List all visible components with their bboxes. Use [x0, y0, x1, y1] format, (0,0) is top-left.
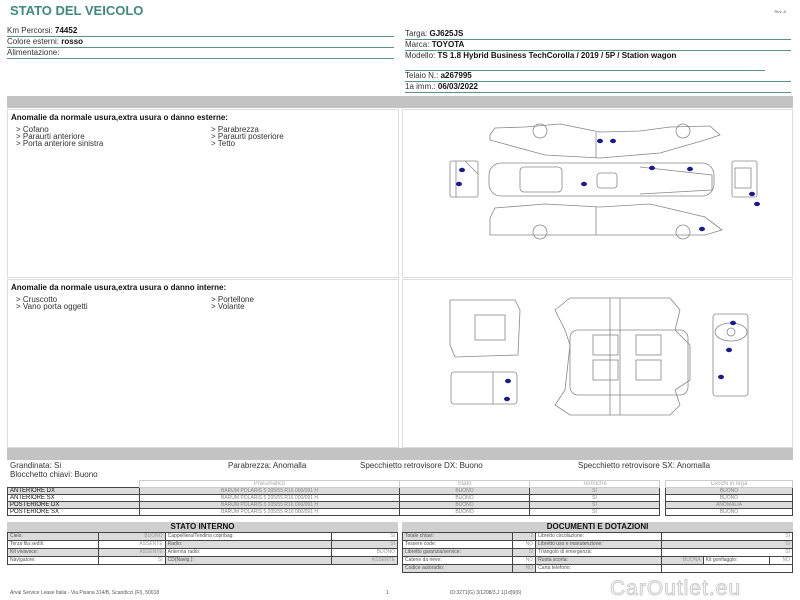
cerchi-cell: BUONO [666, 488, 793, 495]
field-label: CD(Navig.): [165, 557, 331, 565]
interior-damage-list [16, 296, 398, 310]
interior-heading: Anomalie da normale usura,extra usura o danno interne: [11, 283, 227, 292]
column-header: Pneumatico [140, 481, 400, 488]
table-row [8, 533, 398, 541]
field-value: NO [513, 541, 536, 549]
table-row [8, 549, 398, 557]
field-value: SI [331, 541, 397, 549]
field-value: SI [99, 557, 165, 565]
list-item: > Paraurti anteriore [16, 132, 85, 141]
list-item: > Tetto [211, 139, 236, 148]
field-label: Carta telefono: [536, 565, 662, 573]
table-row [403, 549, 793, 557]
cerchi-cell: BUONO [666, 509, 793, 516]
table-row [8, 541, 398, 549]
field-label: Codice autoradio: [403, 565, 513, 573]
field-value: NO [513, 565, 536, 573]
table-row [403, 565, 793, 573]
revision-label: Rev. A [774, 9, 786, 14]
field-value: NO [513, 557, 536, 565]
field-value: ASSENTE [99, 549, 165, 557]
blocchetto-status: Blocchetto chiavi: Buono [10, 470, 98, 479]
footer-address: Arval Service Lease Italia - Via Pisana 314/B, Scandicci (FI), 50018 [10, 590, 160, 596]
list-item: > Paraurti posteriore [211, 132, 284, 141]
modello-field: Modello: TS 1.8 Hybrid Business TechCorolla / 2019 / 5P / Station wagon [405, 51, 765, 71]
list-item: > Cofano [16, 125, 49, 134]
targa-field: Targa: GJ625JS [405, 29, 791, 40]
interior-damage-panel [7, 279, 399, 448]
column-header: Termiche [530, 481, 660, 488]
exterior-damage-panel [7, 109, 399, 278]
field-label: Terza fila sedili: [8, 541, 99, 549]
list-item: > Cruscotto [16, 295, 58, 304]
list-item: > Volante [211, 302, 245, 311]
field-label: Tessere code: [403, 541, 513, 549]
list-item: > Parabrezza [211, 125, 259, 134]
field-label: Totale chiavi: [403, 533, 513, 541]
field-label: Kit gonfiaggio: [703, 557, 770, 565]
grandinata-status: Grandinata: Si [10, 461, 62, 470]
field-label: Cielo: [8, 533, 99, 541]
specchietto-sx-status: Specchietto retrovisore SX: Anomalla [578, 461, 711, 470]
field-value: SI [662, 533, 793, 541]
table-row [8, 557, 398, 565]
field-value: BUONO [99, 533, 165, 541]
column-header: Stato [400, 481, 530, 488]
exterior-heading: Anomalie da normale usura,extra usura o danno esterne: [11, 113, 228, 122]
field-value: BUONO [331, 549, 397, 557]
specchietto-dx-status: Specchietto retrovisore DX: Buono [360, 461, 483, 470]
field-value: SI [513, 549, 536, 557]
field-value: BUONA [662, 557, 703, 565]
field-label: Kit vivavoce: [8, 549, 99, 557]
field-label: Triangolo di emergenza: [536, 549, 662, 557]
section-divider [7, 96, 793, 108]
list-item: > Portellone [211, 295, 254, 304]
exterior-damage-list [16, 126, 398, 147]
field-value: 2 [513, 533, 536, 541]
cerchi-table [665, 480, 793, 516]
exterior-diagram-panel [402, 109, 793, 278]
table-row: POSTERIORE DX BARUM POLARIS 5 205/55 R16 000/091 H BUONO SI [8, 502, 660, 509]
documenti-title: DOCUMENTI E DOTAZIONI [402, 522, 793, 532]
immatricolazione-field: 1a imm.: 06/03/2022 [405, 82, 791, 93]
field-value: SI [331, 533, 397, 541]
list-item: > Porta anteriore sinistra [16, 139, 104, 148]
document-id: ID:3271(G) 3/1208/3,J 1(1d)9(6) [450, 590, 522, 596]
alimentazione-field: Alimentazione: [7, 48, 394, 59]
table-row: ANTERIORE SX BARUM POLARIS 5 205/55 R16 000/091 H BUONO SI [8, 495, 660, 502]
list-item: > Vano porta oggetti [16, 302, 88, 311]
field-value: SI [662, 549, 793, 557]
table-row [403, 541, 793, 549]
field-label: Ruota scorta: [536, 557, 662, 565]
field-label: Antenna radio: [165, 549, 331, 557]
field-value: NO [770, 557, 793, 565]
field-label: Navigatore: [8, 557, 99, 565]
field-value [662, 565, 793, 573]
table-row [403, 557, 793, 565]
field-label: Libretto circolazione: [536, 533, 662, 541]
field-value: ASSENTE [99, 541, 165, 549]
documenti-table [402, 532, 793, 573]
cerchi-cell: BUONO [666, 495, 793, 502]
table-row: POSTERIORE SX BARUM POLARIS 5 205/55 R16 000/091 H BUONO SI [8, 509, 660, 516]
km-field: Km Percorsi: 74452 [7, 26, 394, 37]
field-label: Cappelliera/Tendina copribag: [165, 533, 331, 541]
field-label: Libretto garanzia/service: [403, 549, 513, 557]
cerchi-cell: ANOMALIA [666, 502, 793, 509]
stato-interno-title: STATO INTERNO [7, 522, 398, 532]
interior-diagram-panel [402, 279, 793, 448]
telaio-field: Telaio N.: a267995 [405, 71, 791, 82]
field-value: SI [662, 541, 793, 549]
watermark-logo: CarOutlet.eu [610, 577, 742, 600]
field-label: Libretto uso e manutenzione: [536, 541, 662, 549]
marca-field: Marca: TOYOTA [405, 40, 791, 51]
field-value: ASSENTE [331, 557, 397, 565]
page-title: STATO DEL VEICOLO [10, 3, 144, 18]
table-row: ANTERIORE DX BARUM POLARIS 5 205/55 R16 000/091 H BUONO SI [8, 488, 660, 495]
stato-interno-table [7, 532, 398, 565]
tyres-table [7, 480, 660, 516]
section-divider [7, 448, 793, 460]
colore-field: Colore esterni: rosso [7, 37, 394, 48]
table-row [403, 533, 793, 541]
column-header: Cerchi in lega [666, 481, 793, 488]
parabrezza-status: Parabrezza: Anomalla [228, 461, 307, 470]
field-label: Catene da neve: [403, 557, 513, 565]
page-number: 1 [386, 590, 389, 596]
field-label: Radio: [165, 541, 331, 549]
